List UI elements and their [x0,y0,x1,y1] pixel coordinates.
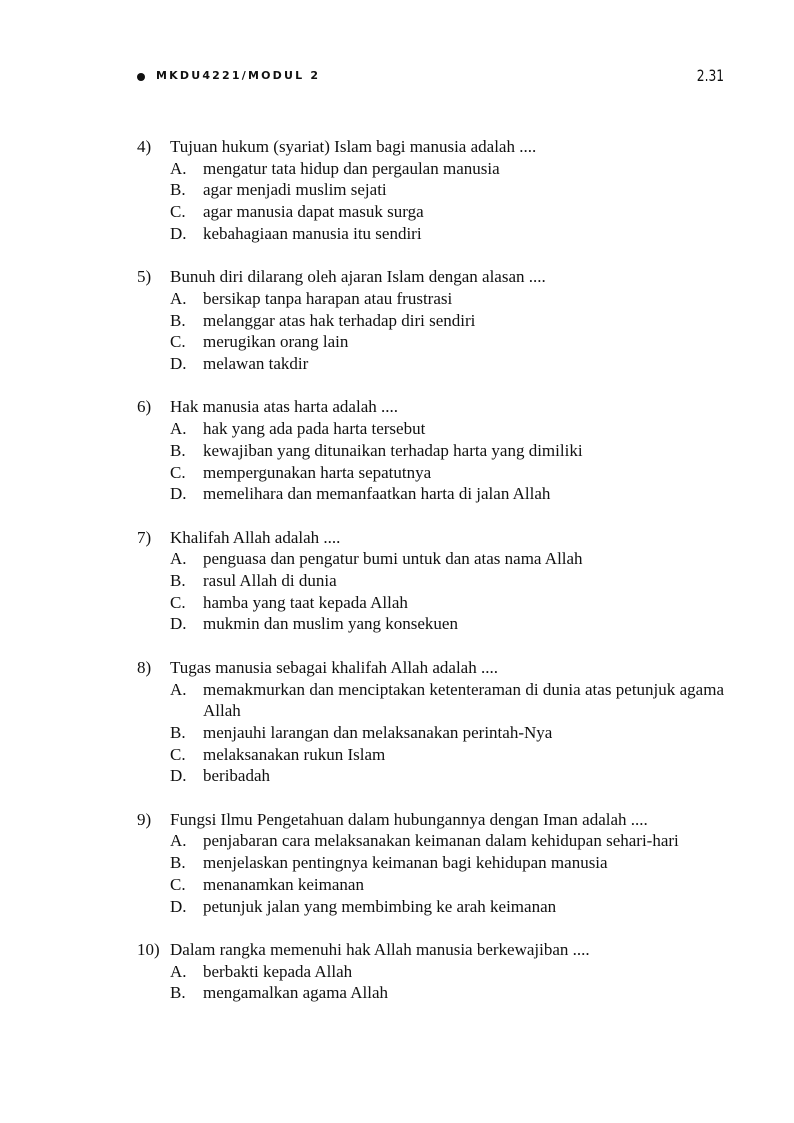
question-item [137,657,724,787]
option-letter: A. [170,679,187,699]
question-number: 10) [137,939,160,959]
option-letter: B. [170,180,186,200]
question-text: Khalifah Allah adalah .... [170,527,341,547]
option-text: hamba yang taat kepada Allah [203,592,408,612]
option-letter: B. [170,440,186,460]
question-number: 7) [137,527,152,547]
answer-option [137,592,724,614]
option-text: agar menjadi muslim sejati [203,180,387,200]
question-stem [137,939,724,961]
question-text: Fungsi Ilmu Pengetahuan dalam hubungannya dengan Iman adalah .... [170,809,648,829]
option-letter: D. [170,614,187,634]
answer-option [137,896,724,918]
question-item [137,136,724,245]
question-stem [137,809,724,831]
question-text: Hak manusia atas harta adalah .... [170,397,398,417]
option-text: bersikap tanpa harapan atau frustrasi [203,288,453,308]
answer-option [137,440,724,462]
option-letter: D. [170,223,187,243]
question-item [137,527,724,636]
answer-option [137,765,724,787]
option-text: rasul Allah di dunia [203,571,337,591]
option-text: agar manusia dapat masuk surga [203,202,424,222]
question-number: 9) [137,809,152,829]
answer-option [137,462,724,484]
option-letter: A. [170,549,187,569]
answer-option [137,310,724,332]
question-text: Tugas manusia sebagai khalifah Allah adalah .... [170,657,498,677]
option-text: melawan takdir [203,354,309,374]
option-letter: A. [170,831,187,851]
option-text: menjelaskan pentingnya keimanan bagi kehidupan manusia [203,853,608,873]
bullet-icon [137,73,145,81]
option-letter: A. [170,288,187,308]
answer-option [137,982,724,1004]
page-header [137,66,724,88]
option-letter: B. [170,310,186,330]
page-number: 2.31 [696,66,724,85]
option-letter: C. [170,592,186,612]
question-stem [137,396,724,418]
option-text: memakmurkan dan menciptakan ketenteraman di dunia atas petunjuk agama Allah [203,679,724,721]
answer-option [137,331,724,353]
option-letter: D. [170,896,187,916]
question-item [137,939,724,1004]
answer-option [137,288,724,310]
question-text: Dalam rangka memenuhi hak Allah manusia berkewajiban .... [170,939,590,959]
option-text: mukmin dan muslim yang konsekuen [203,614,458,634]
answer-option [137,874,724,896]
answer-option [137,961,724,983]
answer-option [137,201,724,223]
question-number: 8) [137,657,152,677]
option-text: merugikan orang lain [203,332,349,352]
option-letter: C. [170,332,186,352]
option-letter: B. [170,722,186,742]
option-text: melaksanakan rukun Islam [203,744,386,764]
option-letter: B. [170,571,186,591]
answer-option [137,548,724,570]
option-letter: D. [170,354,187,374]
option-text: menjauhi larangan dan melaksanakan perintah-Nya [203,722,553,742]
answer-option [137,722,724,744]
option-text: berbakti kepada Allah [203,961,353,981]
course-code: MKDU4221/MODUL 2 [156,69,321,82]
option-letter: B. [170,983,186,1003]
option-text: kewajiban yang ditunaikan terhadap harta yang dimiliki [203,440,583,460]
answer-option [137,353,724,375]
question-text: Bunuh diri dilarang oleh ajaran Islam dengan alasan .... [170,267,546,287]
answer-option [137,613,724,635]
answer-option [137,223,724,245]
question-number: 6) [137,397,152,417]
option-text: penguasa dan pengatur bumi untuk dan atas nama Allah [203,549,583,569]
answer-option [137,744,724,766]
option-letter: C. [170,202,186,222]
question-number: 5) [137,267,152,287]
option-letter: D. [170,766,187,786]
option-text: petunjuk jalan yang membimbing ke arah keimanan [203,896,557,916]
option-text: mempergunakan harta sepatutnya [203,462,432,482]
answer-option [137,179,724,201]
question-item [137,809,724,918]
option-text: memelihara dan memanfaatkan harta di jalan Allah [203,484,551,504]
option-text: hak yang ada pada harta tersebut [203,419,426,439]
answer-option [137,158,724,180]
option-text: kebahagiaan manusia itu sendiri [203,223,422,243]
question-item [137,266,724,375]
question-number: 4) [137,137,152,156]
question-stem [137,527,724,549]
answer-option [137,570,724,592]
option-text: melanggar atas hak terhadap diri sendiri [203,310,476,330]
option-letter: B. [170,853,186,873]
question-stem [137,136,724,158]
option-text: menanamkan keimanan [203,874,364,894]
answer-option [137,830,724,852]
option-letter: C. [170,744,186,764]
question-stem [137,657,724,679]
question-stem [137,266,724,288]
option-letter: A. [170,158,187,178]
answer-option [137,483,724,505]
option-letter: C. [170,874,186,894]
option-letter: A. [170,419,187,439]
question-item [137,396,724,505]
answer-option [137,418,724,440]
option-text: penjabaran cara melaksanakan keimanan dalam kehidupan sehari-hari [203,831,679,851]
answer-option [137,679,724,722]
option-letter: D. [170,484,187,504]
option-text: mengatur tata hidup dan pergaulan manusia [203,158,500,178]
question-text: Tujuan hukum (syariat) Islam bagi manusia adalah .... [170,137,537,156]
option-letter: C. [170,462,186,482]
option-text: beribadah [203,766,271,786]
option-text: mengamalkan agama Allah [203,983,389,1003]
option-letter: A. [170,961,187,981]
question-list [137,136,724,1026]
answer-option [137,852,724,874]
